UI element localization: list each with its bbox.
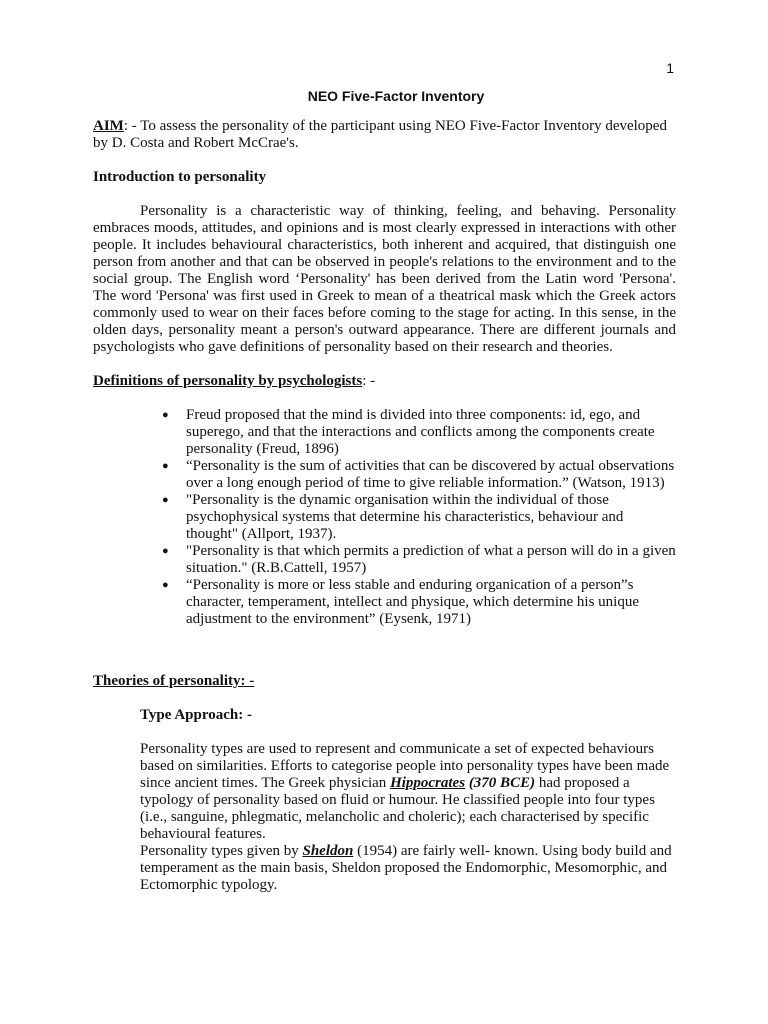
document-body — [93, 118, 676, 894]
sheldon-name: Sheldon — [302, 843, 354, 859]
list-item-text: "Personality is the dynamic organisation within the individual of those psychophysical systems that determine his characteristics, behaviour and thought" (Allport, 1937). — [186, 492, 624, 542]
definitions-heading — [93, 373, 676, 390]
document-title: NEO Five-Factor Inventory — [307, 88, 485, 104]
intro-heading: Introduction to personality — [93, 169, 267, 185]
list-item — [162, 492, 676, 543]
page-number: 1 — [666, 60, 674, 76]
type-approach-section — [140, 707, 676, 894]
type-approach-paragraph — [140, 741, 676, 843]
list-item — [162, 577, 676, 628]
list-item-text: “Personality is the sum of activities that can be discovered by actual observations over a long enough period of time to give reliable information.” (Watson, 1913) — [186, 458, 675, 491]
list-item — [162, 543, 676, 577]
intro-paragraph: Personality is a characteristic way of thinking, feeling, and behaving. Personality embraces moods, attitudes, and opinions and is most clearly expressed in interactions with other people. It includes behavioural characteristics, both inherent and acquired, that distinguish one person from another and that can be observed in people's relations to the environment and to the social group. The English word ‘Personality' has been derived from the Latin word 'Persona'. The word 'Persona' was first used in Greek to mean of a theatrical mask which the Greek actors commonly used to wear on their faces before coming to the stage for acting. In this sense, in the olden days, personality meant a person's outward appearance. There are different journals and psychologists who gave definitions of personality based on their research and theories. — [93, 203, 676, 355]
aim-label: AIM — [93, 118, 124, 134]
list-item — [162, 458, 676, 492]
sheldon-text-before: Personality types given by — [140, 843, 303, 859]
definitions-list — [93, 407, 676, 628]
bullet-icon: ● — [162, 460, 169, 472]
sheldon-text-after: (1954) are fairly well- known. Using body build and temperament as the main basis, Sheldon proposed the Endomorphic, Mesomorphic, and Ectomorphic typology. — [140, 843, 672, 893]
hippocrates-name: Hippocrates — [390, 775, 466, 791]
bullet-icon: ● — [162, 409, 169, 421]
type-approach-heading: Type Approach: - — [140, 707, 252, 723]
list-item-text: “Personality is more or less stable and enduring organication of a person”s character, temperament, intellect and physique, which determine his unique adjustment to the environment” (Eysenk, 1971) — [186, 577, 639, 627]
bullet-icon: ● — [162, 579, 169, 591]
aim-paragraph — [93, 118, 676, 152]
list-item-text: Freud proposed that the mind is divided into three components: id, ego, and superego, and that the interactions and conflicts among the components create personality (Freud, 1896) — [186, 407, 655, 457]
theories-heading: Theories of personality: - — [93, 673, 255, 689]
list-item-text: "Personality is that which permits a prediction of what a person will do in a given situation." (R.B.Cattell, 1957) — [186, 543, 676, 576]
definitions-heading-text: Definitions of personality by psychologists — [93, 373, 363, 389]
bullet-icon: ● — [162, 494, 169, 506]
aim-text: : - To assess the personality of the participant using NEO Five-Factor Inventory developed by D. Costa and Robert McCrae's. — [93, 118, 667, 151]
sheldon-paragraph — [140, 843, 676, 894]
type-approach-text-continued: had proposed a typology of personality based on fluid or humour. He classified people into four types (i.e., sanguine, phlegmatic, melancholic and choleric); each characterised by specific behavioural features. — [140, 775, 655, 842]
type-approach-text: Personality types are used to represent and communicate a set of expected behaviours based on similarities. Efforts to categorise people into personality types have been made since ancient times. The Greek physician — [140, 741, 670, 791]
hippocrates-date: (370 BCE) — [465, 775, 536, 791]
bullet-icon: ● — [162, 545, 169, 557]
definitions-heading-suffix: : - — [362, 373, 376, 389]
list-item — [162, 407, 676, 458]
